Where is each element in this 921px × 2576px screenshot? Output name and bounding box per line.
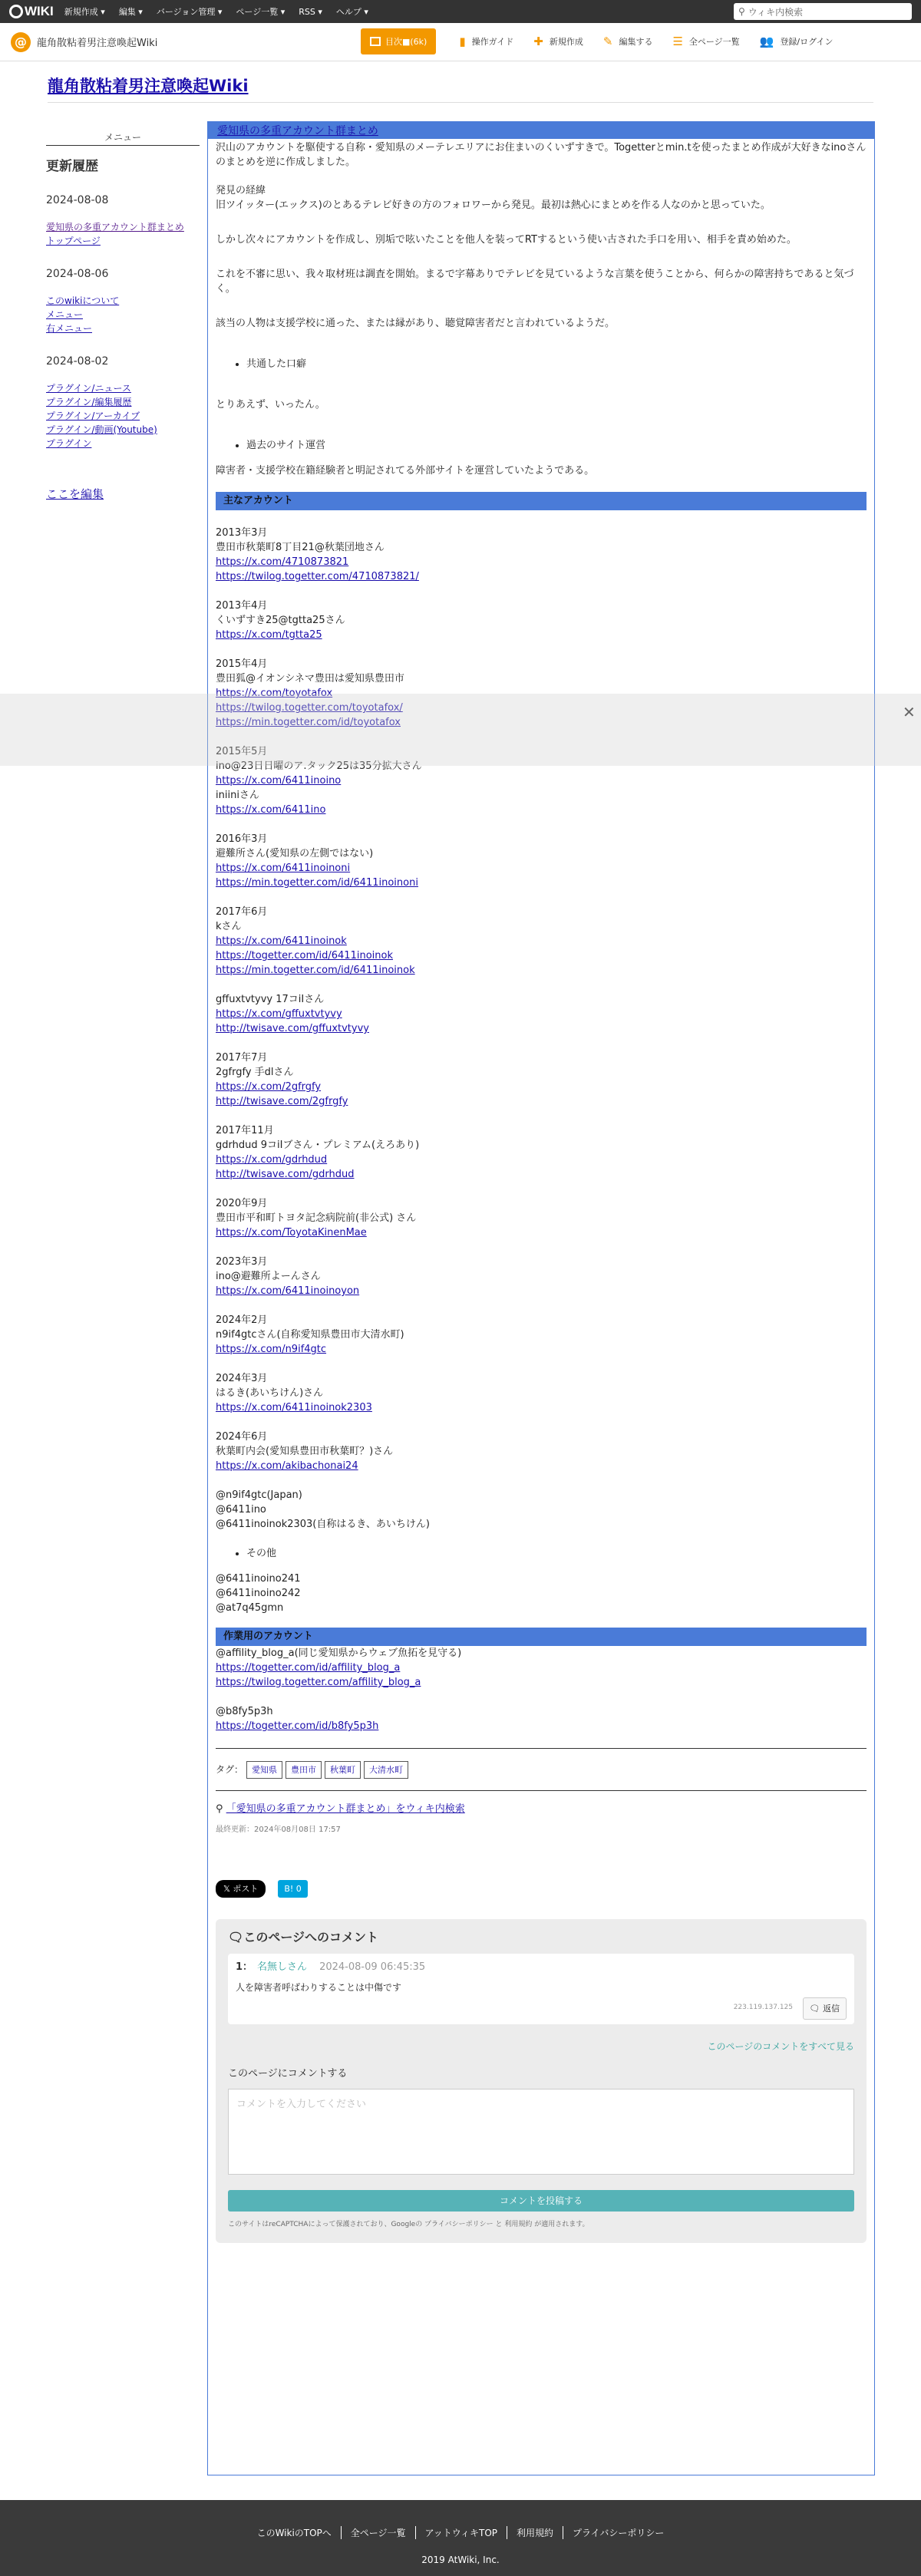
bookmark-button[interactable]: 目次■(6k) <box>361 28 436 54</box>
ad-overlay <box>0 694 921 766</box>
account-text: 2017年11月 <box>216 1125 274 1136</box>
account-text: 2017年6月 <box>216 906 268 918</box>
comment-heading: 🗨このページへのコメント <box>228 1930 378 1944</box>
intro-text: 沢山のアカウントを駆使する自称・愛知県のメーテレエリアにお住まいのくいずすきで。Togetterとmin.tを使ったまとめ作成が大好きなinoさんのまとめを逆に作成しました。 <box>216 142 867 168</box>
share-bar <box>216 1880 867 1898</box>
bullet-item: • その他 <box>246 1546 867 1561</box>
comment-text: 人を障害者呼ばわりすることは中傷です <box>236 1982 402 1993</box>
recent-date: 2024-08-08 <box>46 194 109 206</box>
account-entry <box>216 1704 867 1733</box>
bookmark-icon <box>370 37 381 46</box>
others-list <box>216 1572 867 1615</box>
sidebar-link[interactable]: 右メニュー <box>46 323 93 334</box>
plus-icon: ✚ <box>533 35 543 48</box>
global-topbar <box>0 0 921 23</box>
account-text: ino@避難所よーんさん <box>216 1271 321 1282</box>
account-link[interactable]: https://x.com/6411inoinoyon <box>216 1285 360 1297</box>
comment-icon: 🗨 <box>228 1930 244 1944</box>
account-text: 2015年4月 <box>216 658 268 670</box>
footer-link[interactable]: アットウィキTOP <box>415 2526 507 2539</box>
view-all-comments-link[interactable]: このページのコメントをすべて見る <box>707 2041 854 2052</box>
account-entry <box>216 1255 867 1298</box>
account-entry <box>216 992 867 1036</box>
account-text: 2gfrgfy 手dlさん <box>216 1067 294 1078</box>
account-entry <box>216 1313 867 1357</box>
account-text: gdrhdud 9コiIブさん・プレミアム(えろあり) <box>216 1140 420 1151</box>
account-text: gffuxtvtyvy 17コiIさん <box>216 994 325 1005</box>
search-icon: ⚲ <box>738 6 745 17</box>
bullet-item: • 共通した口癖 <box>246 357 867 371</box>
account-link[interactable]: https://x.com/4710873821 <box>216 556 349 568</box>
footer-link[interactable]: 全ページ一覧 <box>341 2526 415 2539</box>
recent-changes-heading: 更新履歴 <box>46 159 98 174</box>
account-text: 2013年4月 <box>216 600 268 612</box>
account-entry <box>216 905 867 978</box>
account-link[interactable]: https://x.com/ToyotaKinenMae <box>216 1227 367 1239</box>
hatena-bookmark-button[interactable]: B! 0 <box>278 1880 307 1898</box>
paragraph: 障害者・支援学校在籍経験者と明記されてる外部サイトを運営していたようである。 <box>216 465 595 477</box>
account-link[interactable]: https://x.com/gffuxtvtyvy <box>216 1008 342 1020</box>
comment-author: 名無しさん <box>257 1961 308 1973</box>
account-link[interactable]: https://min.togetter.com/id/6411inoinok <box>216 965 415 976</box>
bullet-item: • 過去のサイト運営 <box>246 438 867 453</box>
menu-rss[interactable]: RSS ▾ <box>299 6 322 17</box>
account-entry <box>216 599 867 642</box>
account-entry <box>216 1196 867 1240</box>
account-text: 2023年3月 <box>216 1256 268 1268</box>
other-account: @6411inoino242 <box>216 1588 301 1599</box>
wiki-search-input[interactable]: ⚲ ウィキ内検索 <box>734 3 912 20</box>
paragraph: とりあえず、いったん。 <box>216 399 325 411</box>
users-icon: 👥 <box>759 35 774 48</box>
site-name[interactable]: 龍角散粘着男注意喚起Wiki <box>37 38 158 49</box>
footer-link[interactable]: 利用規約 <box>507 2526 563 2539</box>
account-text: 豊田狐@イオンシネマ豊田は愛知県豊田市 <box>216 673 404 684</box>
other-account: @at7q45gmn <box>216 1602 284 1614</box>
account-link[interactable]: https://x.com/6411ino <box>216 804 326 816</box>
other-account: @6411inoino241 <box>216 1573 301 1585</box>
sidebar-link[interactable]: メニュー <box>46 309 84 320</box>
footer <box>0 2500 921 2576</box>
account-text: @6411inoinok2303(自称はるき、あいちけん) <box>216 1519 430 1530</box>
menu-edit[interactable]: 編集 ▾ <box>118 7 143 17</box>
sidebar-link[interactable]: 愛知県の多重アカウント群まとめ <box>46 222 184 233</box>
account-text: @6411ino <box>216 1504 266 1516</box>
account-entry <box>216 1430 867 1473</box>
account-text: 2024年6月 <box>216 1431 268 1443</box>
sidebar-link[interactable]: プラグイン/編集履歴 <box>46 397 132 407</box>
account-text: 2024年3月 <box>216 1373 268 1384</box>
account-link[interactable]: https://togetter.com/id/b8fy5p3h <box>216 1720 379 1732</box>
submit-comment-button[interactable]: コメントを投稿する <box>228 2190 854 2212</box>
menu-version[interactable]: バージョン管理 ▾ <box>156 7 223 17</box>
comment-number: 1： <box>236 1961 253 1973</box>
comment-textarea[interactable]: コメントを入力してください <box>228 2089 854 2175</box>
paragraph: これを不審に思い、我々取材班は調査を開始。まるで字幕ありでテレビを見ているような言葉を使うことから、何らかの障害持ちであると気づく。 <box>216 269 854 295</box>
account-text: ino@23日日曜のア.タック25は35分拡大さん <box>216 760 422 772</box>
x-post-button[interactable]: 𝕏 ポスト <box>216 1880 266 1898</box>
account-link[interactable]: http://twisave.com/2gfrgfy <box>216 1096 348 1107</box>
wiki-title-link[interactable]: 龍角散粘着男注意喚起Wiki <box>48 77 249 95</box>
account-entry <box>216 1488 867 1532</box>
atwiki-logo[interactable]: WIKI <box>9 4 54 19</box>
main-content <box>207 121 875 2475</box>
history-heading: 発見の経緯 <box>216 185 266 196</box>
sidebar-link[interactable]: このwikiについて <box>46 295 120 306</box>
account-link[interactable]: https://min.togetter.com/id/6411inoinoni <box>216 877 418 889</box>
sidebar-link[interactable]: プラグイン/アーカイブ <box>46 411 140 421</box>
site-actions <box>361 28 853 55</box>
new-page-button[interactable]: ✚ 新規作成 <box>533 35 583 48</box>
search-icon: ⚲ <box>216 1803 226 1815</box>
login-button[interactable]: 👥 登録/ログイン <box>759 35 834 48</box>
comment-date: 2024-08-09 06:45:35 <box>319 1961 426 1973</box>
at-icon <box>9 5 23 18</box>
account-link[interactable]: https://x.com/akibachonai24 <box>216 1460 358 1472</box>
account-link[interactable]: http://twisave.com/gdrhdud <box>216 1169 355 1180</box>
account-text: @affility_blog_a(同じ愛知県からウェブ魚拓を見守る) <box>216 1648 462 1659</box>
account-entry <box>216 1051 867 1109</box>
pencil-icon: ✎ <box>602 35 613 48</box>
edit-menu-link[interactable]: ここを編集 <box>46 487 104 501</box>
account-link[interactable]: http://twisave.com/gffuxtvtyvy <box>216 1023 369 1034</box>
comment-item <box>228 1954 854 2024</box>
wiki-header <box>48 74 873 103</box>
menu-help[interactable]: ヘルプ ▾ <box>335 7 368 17</box>
sidebar-link[interactable]: プラグイン <box>46 438 92 449</box>
x-icon: 𝕏 <box>223 1884 233 1894</box>
section-heading-work: 作業用のアカウント <box>216 1628 867 1646</box>
tag-item[interactable]: 豊田市 <box>286 1761 322 1779</box>
section-heading-main: 主なアカウント <box>216 492 867 510</box>
menu-new[interactable]: 新規作成 ▾ <box>64 7 105 17</box>
guide-icon: ▮ <box>459 35 466 48</box>
close-icon[interactable]: ✕ <box>903 703 916 721</box>
edit-button[interactable]: ✎ 編集する <box>602 35 653 48</box>
account-text: iniiniさん <box>216 790 259 801</box>
accounts-list <box>216 526 867 1532</box>
comment-ip: 223.119.137.125 <box>733 2004 793 2011</box>
sidebar-link[interactable]: プラグイン/ニュース <box>46 383 131 394</box>
account-text: 豊田市秋葉町8丁目21@秋葉団地さん <box>216 542 385 553</box>
account-entry <box>216 1123 867 1182</box>
paragraph: 旧ツイッター(エックス)のとあるテレビ好きの方のフォロワーから発見。最初は熱心にまとめを作る人なのかと思っていた。 <box>216 200 771 211</box>
account-link[interactable]: https://x.com/n9if4gtc <box>216 1344 327 1355</box>
account-text: @n9if4gtc(Japan) <box>216 1489 302 1501</box>
wiki-search-link[interactable]: 「愛知県の多重アカウント群まとめ」をウィキ内検索 <box>226 1803 465 1815</box>
menu-pages[interactable]: ページ一覧 ▾ <box>236 7 286 17</box>
account-text: 2024年2月 <box>216 1314 268 1326</box>
last-updated: 最終更新：2024年08月08日 17:57 <box>216 1826 341 1834</box>
search-link-row <box>216 1802 867 1816</box>
copyright: 2019 AtWiki, Inc. <box>421 2555 500 2565</box>
paragraph: しかし次々にアカウントを作成し、別垢で呟いたことを他人を装ってRTするという使い古された手口を用い、相手を責め始めた。 <box>216 234 797 246</box>
account-link[interactable]: https://x.com/6411inoinok <box>216 935 347 947</box>
footer-link[interactable]: このWikiのTOPへ <box>256 2528 332 2538</box>
account-link[interactable]: https://x.com/tgtta25 <box>216 629 322 641</box>
paragraph: 該当の人物は支援学校に通った、または縁があり、聴覚障害者だと言われているようだ。 <box>216 318 616 329</box>
account-text: n9if4gtcさん(自称愛知県豊田市大清水町) <box>216 1329 404 1341</box>
sidebar-link[interactable]: トップページ <box>46 236 101 246</box>
account-entry <box>216 1371 867 1415</box>
all-pages-button[interactable]: ☰ 全ページ一覧 <box>672 35 740 48</box>
account-link[interactable]: https://twilog.togetter.com/affility_blog_a <box>216 1677 421 1688</box>
account-link[interactable]: https://twilog.togetter.com/toyotafox/ <box>216 702 403 714</box>
page-title-bar <box>208 122 874 139</box>
reply-icon: 🗨 <box>809 2004 823 2014</box>
account-text: 避難所さん(愛知県の左側ではない) <box>216 848 374 859</box>
account-text: kさん <box>216 921 242 932</box>
account-text: 豊田市平和町トヨタ記念病院前(非公式) さん <box>216 1212 417 1224</box>
guide-button[interactable]: ▮ 操作ガイド <box>459 35 514 48</box>
account-text: 2020年9月 <box>216 1198 268 1209</box>
recaptcha-notice: このサイトはreCAPTCHAによって保護されており、Googleの プライバシーポリシー と 利用規約 が適用されます。 <box>228 2221 589 2228</box>
post-comment-label: このページにコメントする <box>228 2068 348 2080</box>
site-logo-icon[interactable]: @ <box>11 32 31 52</box>
tag-item[interactable]: 大清水町 <box>364 1761 408 1779</box>
account-entry <box>216 832 867 890</box>
account-link[interactable]: https://x.com/6411inoinok2303 <box>216 1402 372 1413</box>
account-link[interactable]: https://twilog.togetter.com/4710873821/ <box>216 571 419 582</box>
tag-item[interactable]: 愛知県 <box>246 1761 282 1779</box>
tag-item[interactable]: 秋葉町 <box>325 1761 361 1779</box>
work-accounts-list <box>216 1646 867 1733</box>
account-link[interactable]: https://min.togetter.com/id/toyotafox <box>216 717 401 728</box>
recent-date: 2024-08-06 <box>46 268 109 280</box>
tag-bar <box>216 1748 867 1791</box>
account-text: @b8fy5p3h <box>216 1706 273 1717</box>
list-icon: ☰ <box>672 35 683 48</box>
account-link[interactable]: https://x.com/6411inoinoni <box>216 863 351 874</box>
tag-label: タグ： <box>216 1763 244 1775</box>
recent-date: 2024-08-02 <box>46 355 109 368</box>
account-link[interactable]: https://x.com/2gfrgfy <box>216 1081 322 1093</box>
account-text: 2013年3月 <box>216 527 268 539</box>
account-entry <box>216 526 867 584</box>
page-body <box>208 140 874 2243</box>
account-text: 2016年3月 <box>216 833 268 845</box>
account-link[interactable]: https://togetter.com/id/6411inoinok <box>216 950 393 961</box>
account-link[interactable]: https://x.com/6411inoino <box>216 775 342 787</box>
account-link[interactable]: https://x.com/gdrhdud <box>216 1154 328 1166</box>
menu-title: メニュー <box>46 130 200 146</box>
account-text: 2015年5月 <box>216 746 268 757</box>
footer-link[interactable]: プライバシーポリシー <box>563 2526 673 2539</box>
page-title[interactable]: 愛知県の多重アカウント群まとめ <box>217 123 378 138</box>
account-text: くいずすき25@tgtta25さん <box>216 615 345 626</box>
site-bar <box>0 23 921 61</box>
account-text: 2017年7月 <box>216 1052 268 1064</box>
comment-section <box>216 1919 867 2243</box>
reply-button[interactable]: 🗨 返信 <box>803 1997 847 2020</box>
account-entry <box>216 1646 867 1690</box>
account-text: 秋葉町内会(愛知県豊田市秋葉町？)さん <box>216 1446 394 1457</box>
account-text: はるき(あいちけん)さん <box>216 1387 324 1399</box>
account-link[interactable]: https://togetter.com/id/affility_blog_a <box>216 1662 401 1674</box>
sidebar <box>46 130 200 501</box>
sidebar-link[interactable]: プラグイン/動画(Youtube) <box>46 424 157 435</box>
account-link[interactable]: https://x.com/toyotafox <box>216 688 333 699</box>
